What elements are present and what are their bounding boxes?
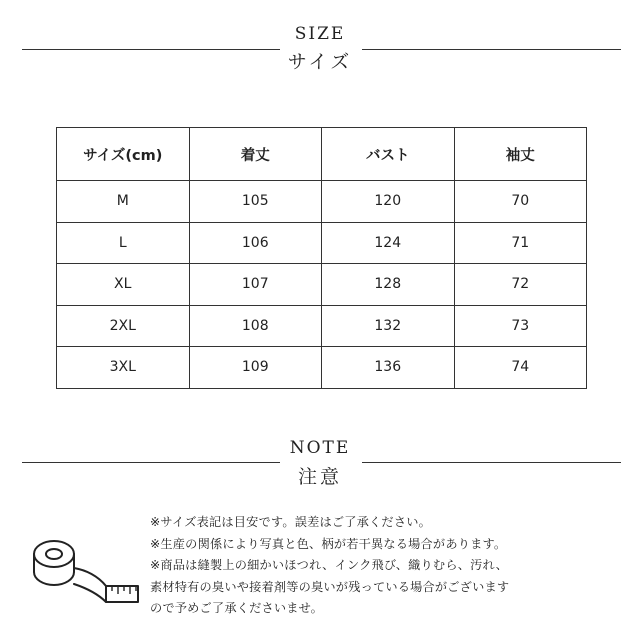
cell-bust: 128 [322, 264, 455, 306]
cell-length: 109 [189, 347, 322, 389]
cell-sleeve: 70 [454, 181, 587, 223]
note-line: ※サイズ表記は目安です。誤差はご了承ください。 [150, 515, 431, 529]
cell-sleeve: 74 [454, 347, 587, 389]
size-title-en: SIZE [294, 24, 346, 44]
note-line: 素材特有の臭いや接着剤等の臭いが残っている場合がございます [150, 579, 510, 594]
table-row [57, 222, 587, 264]
cell-sleeve: 71 [454, 222, 587, 264]
cell-length: 106 [189, 222, 322, 264]
table-row [57, 305, 587, 347]
size-table [56, 127, 587, 389]
cell-length: 108 [189, 305, 322, 347]
note-title-jp: 注意 [297, 466, 342, 488]
cell-size: XL [57, 264, 190, 306]
cell-length: 107 [189, 264, 322, 306]
cell-bust: 120 [322, 181, 455, 223]
notes-block [150, 512, 620, 620]
note-line: ので予めご了承くださいませ。 [150, 601, 324, 615]
cell-length: 105 [189, 181, 322, 223]
size-table-header-row [57, 128, 587, 181]
header-bust: バスト [322, 128, 455, 181]
header-length: 着丈 [189, 128, 322, 181]
header-size: サイズ(cm) [57, 128, 190, 181]
table-row [57, 264, 587, 306]
cell-size: M [57, 181, 190, 223]
cell-sleeve: 73 [454, 305, 587, 347]
note-title-en: NOTE [289, 438, 351, 458]
cell-bust: 136 [322, 347, 455, 389]
note-line: ※商品は縫製上の細かいほつれ、インク飛び、織りむら、汚れ、 [150, 558, 508, 572]
size-title-jp: サイズ [287, 51, 353, 73]
table-row [57, 181, 587, 223]
cell-size: L [57, 222, 190, 264]
cell-size: 3XL [57, 347, 190, 389]
table-row [57, 347, 587, 389]
header-sleeve: 袖丈 [454, 128, 587, 181]
cell-bust: 132 [322, 305, 455, 347]
note-line: ※生産の関係により写真と色、柄が若干異なる場合があります。 [150, 536, 507, 551]
cell-sleeve: 72 [454, 264, 587, 306]
measuring-tape-icon [20, 524, 146, 604]
cell-size: 2XL [57, 305, 190, 347]
cell-bust: 124 [322, 222, 455, 264]
